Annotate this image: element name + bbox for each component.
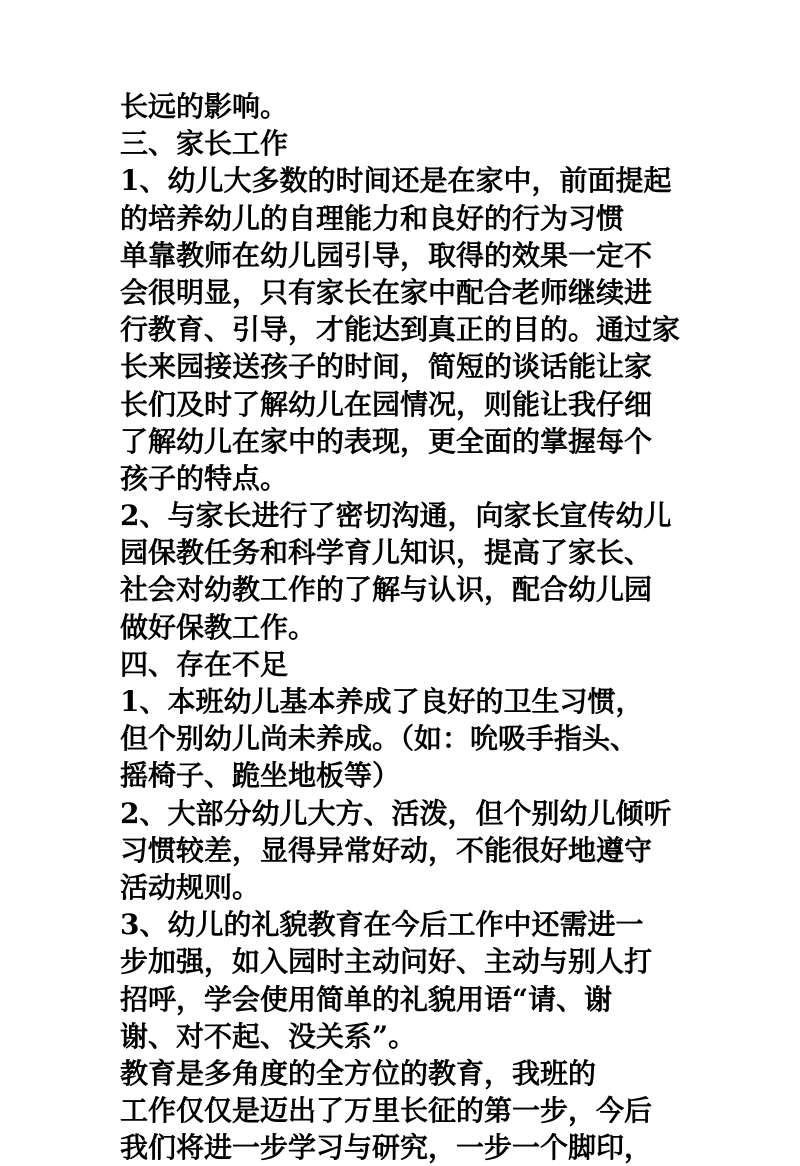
text-line: 社会对幼教工作的了解与认识，配合幼儿园 (120, 573, 653, 607)
text-line: 长来园接送孩子的时间，简短的谈话能让家 (120, 350, 653, 384)
text-line: 1、幼儿大多数的时间还是在家中，前面提起 (120, 164, 672, 198)
section-heading: 四、存在不足 (120, 647, 289, 681)
text-line: 的培养幼儿的自理能力和良好的行为习惯 (120, 201, 625, 235)
section-heading: 三、家长工作 (120, 127, 289, 161)
text-line: 2、与家长进行了密切沟通，向家长宣传幼儿 (120, 499, 672, 533)
text-line: 了解幼儿在家中的表现，更全面的掌握每个 (120, 424, 653, 458)
document-body-text (120, 88, 682, 1166)
text-line: 会很明显，只有家长在家中配合老师继续进 (120, 275, 653, 309)
text-line: 谢、对不起、没关系”。 (120, 1019, 417, 1053)
text-line: 园保教任务和科学育儿知识，提高了家长、 (120, 536, 653, 570)
text-line: 长们及时了解幼儿在园情况，则能让我仔细 (120, 387, 653, 421)
text-line: 摇椅子、跪坐地板等） (120, 759, 401, 793)
text-line: 单靠教师在幼儿园引导，取得的效果一定不 (120, 238, 653, 272)
text-line: 行教育、引导，才能达到真正的目的。通过家 (120, 313, 681, 347)
text-line: 工作仅仅是迈出了万里长征的第一步，今后 (120, 1094, 653, 1128)
text-line: 习惯较差，显得异常好动，不能很好地遵守 (120, 833, 653, 867)
text-line: 2、大部分幼儿大方、活泼，但个别幼儿倾听 (120, 796, 672, 830)
text-line: 1、本班幼儿基本养成了良好的卫生习惯， (120, 685, 644, 718)
text-line: 孩子的特点。 (120, 461, 289, 495)
text-line: 活动规则。 (120, 870, 261, 904)
text-line: 招呼，学会使用简单的礼貌用语“请、谢 (120, 982, 613, 1016)
text-line: 但个别幼儿尚未养成。（如：吮吸手指头、 (120, 722, 639, 756)
text-line: 我们将进一步学习与研究，一步一个脚印， (120, 1131, 653, 1165)
text-line: 3、幼儿的礼貌教育在今后工作中还需进一 (120, 908, 644, 942)
text-line: 教育是多角度的全方位的教育，我班的 (120, 1056, 597, 1090)
text-line: 做好保教工作。 (120, 610, 317, 644)
text-line: 步加强，如入园时主动问好、主动与别人打 (120, 945, 653, 979)
text-line: 长远的影响。 (120, 90, 289, 123)
